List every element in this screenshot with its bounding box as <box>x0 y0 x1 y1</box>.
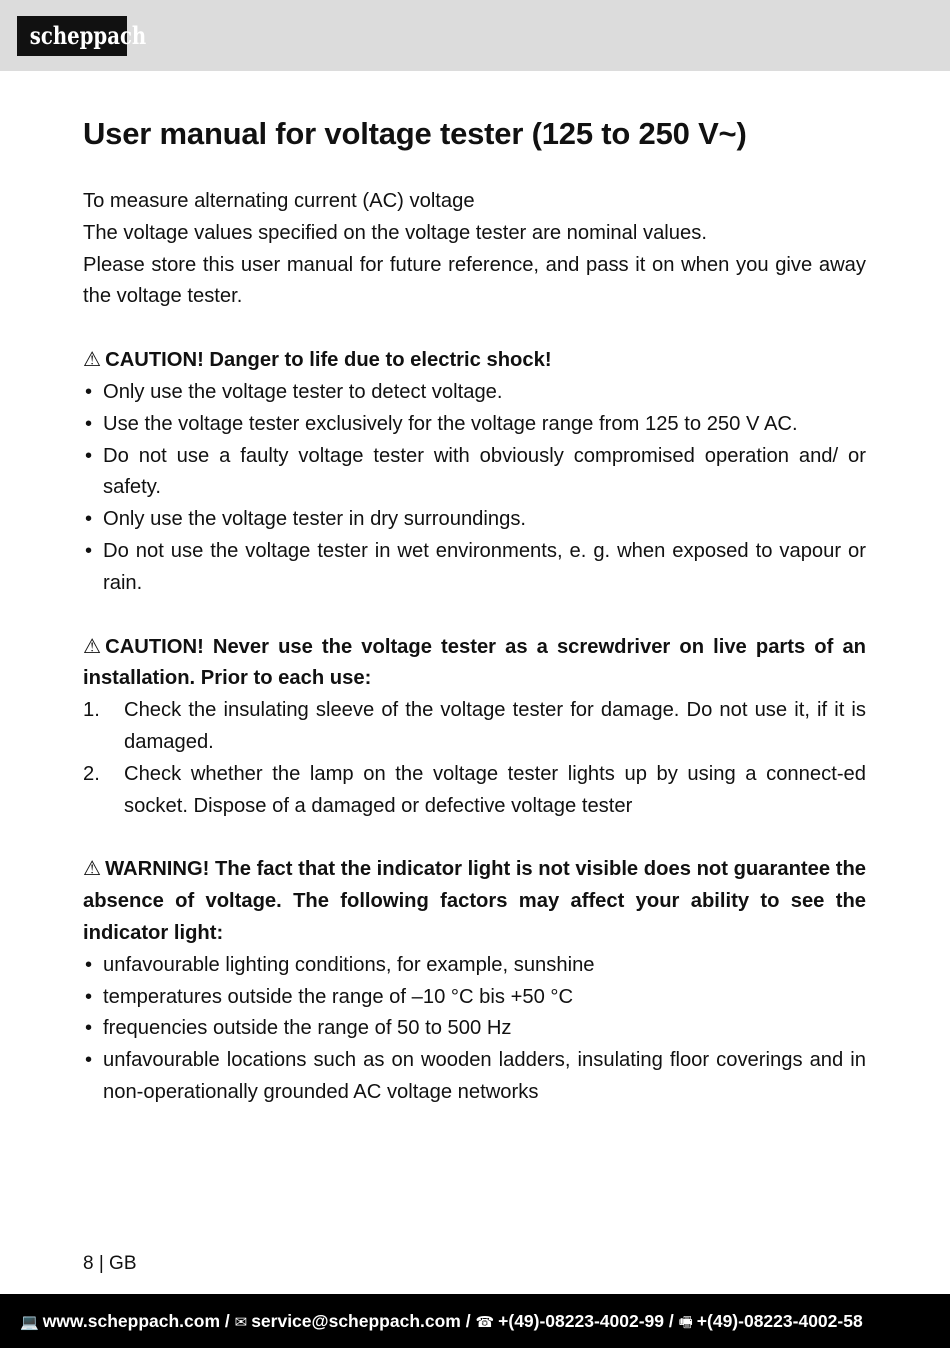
warning-triangle-icon: ⚠ <box>83 858 102 881</box>
check-steps-list <box>83 695 866 822</box>
list-item: • Do not use a faulty voltage tester with obviously compromised operation and/ or safety. <box>83 441 866 505</box>
step-number: 1. <box>83 699 100 722</box>
list-item: • unfavourable lighting conditions, for example, sunshine <box>83 950 866 982</box>
step-text: Check the insulating sleeve of the voltage tester for damage. Do not use it, if it is damaged. <box>124 699 866 753</box>
intro-line: To measure alternating current (AC) voltage <box>83 190 475 212</box>
intro-text <box>83 186 866 313</box>
factors-list <box>83 950 866 1109</box>
step-number: 2. <box>83 762 100 785</box>
email-link[interactable]: service@scheppach.com <box>251 1311 461 1331</box>
intro-line: The voltage values specified on the voltage tester are nominal values. <box>83 221 707 244</box>
warning-triangle-icon: ⚠ <box>83 635 102 658</box>
caution-list <box>83 377 866 600</box>
scheppach-logo: scheppach <box>17 16 127 56</box>
fax-icon: 🖷 <box>678 1314 693 1331</box>
intro-line: Please store this user manual for future reference, and pass it on when you give away the voltage tester. <box>83 253 866 308</box>
computer-icon: 💻 <box>20 1314 39 1331</box>
header-bar <box>0 0 950 71</box>
list-item: • Use the voltage tester exclusively for the voltage range from 125 to 250 V AC. <box>83 409 866 441</box>
caution-heading: ⚠ CAUTION! Danger to life due to electric shock! <box>83 345 866 377</box>
list-item: • Only use the voltage tester in dry surroundings. <box>83 504 866 536</box>
website-link[interactable]: www.scheppach.com <box>42 1311 221 1331</box>
caution-heading: ⚠ CAUTION! Never use the voltage tester as a screwdriver on live parts of an installation. Prior to each use: <box>83 632 866 696</box>
mail-icon: ✉ <box>234 1314 248 1331</box>
step-text: Check whether the lamp on the voltage tester lights up by using a connect-ed socket. Dispose of a damaged or defective voltage tester <box>124 762 866 817</box>
caution-section-electric-shock <box>83 345 866 599</box>
contact-line: 💻 www.scheppach.com / ✉ service@scheppach.com / ☎ +(49)-08223-4002-99 / 🖷 +(49)-08223-4002-58 <box>20 1311 863 1331</box>
manual-content <box>83 112 866 1109</box>
step-item <box>83 759 866 823</box>
list-item: • unfavourable locations such as on wooden ladders, insulating floor coverings and in non-operationally grounded AC voltage networks <box>83 1045 866 1109</box>
page-number: 8 | GB <box>83 1253 137 1274</box>
warning-section-indicator <box>83 854 866 1108</box>
page-title: User manual for voltage tester (125 to 250 V~) <box>83 116 747 151</box>
phone-number: +(49)-08223-4002-99 <box>498 1311 665 1331</box>
list-item: • Only use the voltage tester to detect voltage. <box>83 377 866 409</box>
list-item: • temperatures outside the range of –10 °C bis +50 °C <box>83 982 866 1014</box>
list-item: • frequencies outside the range of 50 to 500 Hz <box>83 1013 866 1045</box>
warning-triangle-icon: ⚠ <box>83 349 102 372</box>
fax-number: +(49)-08223-4002-58 <box>696 1311 863 1331</box>
caution-section-screwdriver <box>83 632 866 823</box>
phone-icon: ☎ <box>475 1314 495 1331</box>
footer-bar <box>0 1294 950 1348</box>
warning-heading: ⚠ WARNING! The fact that the indicator light is not visible does not guarantee the absence of voltage. The following factors may affect your ability to see the indicator light: <box>83 854 866 949</box>
step-item <box>83 695 866 759</box>
list-item: • Do not use the voltage tester in wet environments, e. g. when exposed to vapour or rain. <box>83 536 866 600</box>
